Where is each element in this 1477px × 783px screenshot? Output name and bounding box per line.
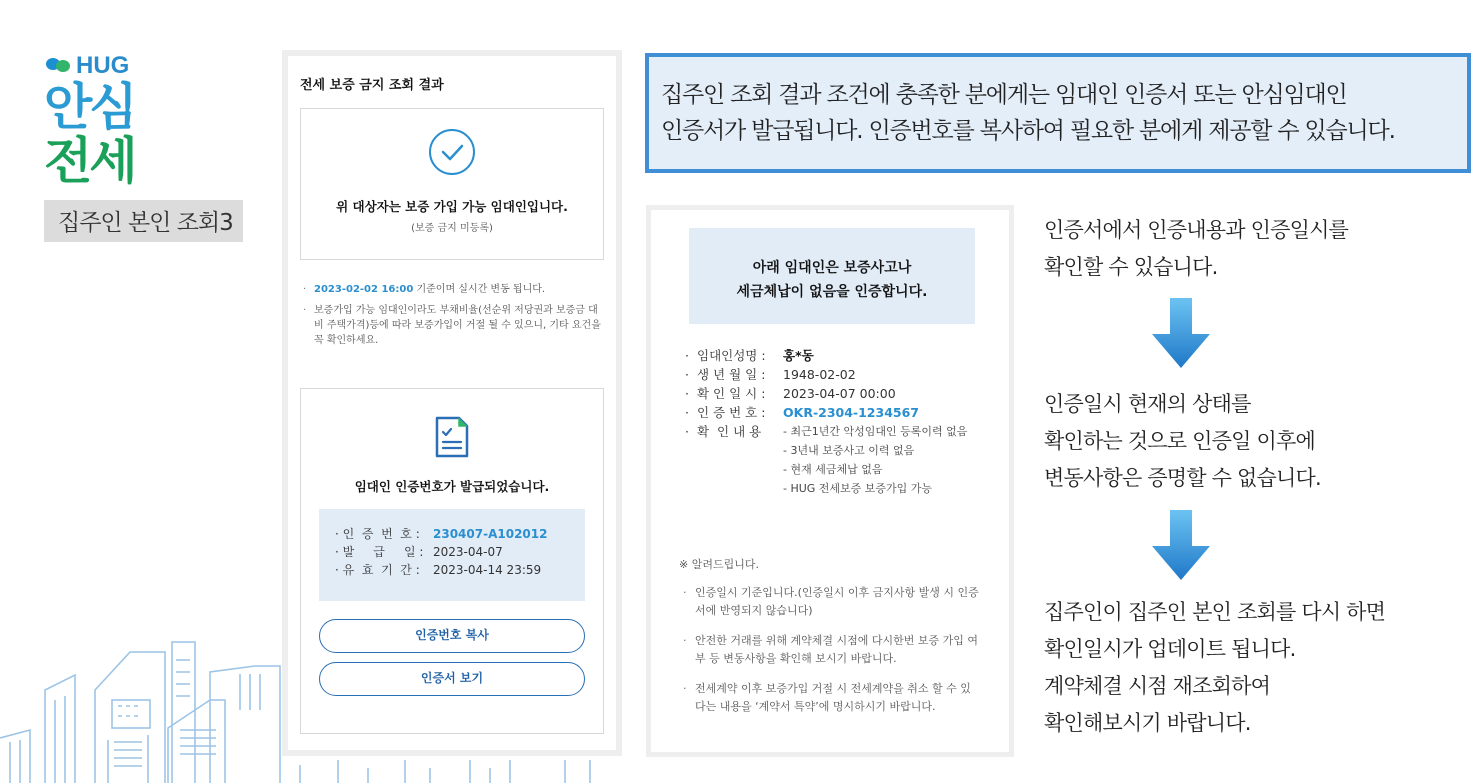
explanation-line: 계약체결 시점 재조회하여 — [1044, 674, 1271, 698]
result-notes — [300, 282, 606, 354]
birth-date-label: 생 년 월 일 : — [697, 367, 766, 382]
cert-number-value: OKR-2304-1234567 — [783, 405, 919, 420]
cert-issued-message: 임대인 인증번호가 발급되었습니다. — [354, 479, 550, 494]
explanation-line: 변동사항은 증명할 수 없습니다. — [1044, 466, 1321, 490]
cert-number-label: 인 증 번 호 : — [697, 405, 766, 420]
explanation-line: 확인일시가 업데이트 됩니다. — [1044, 637, 1296, 661]
hug-logo — [44, 42, 259, 78]
banner-line1: 아래 임대인은 보증사고나 — [752, 260, 912, 276]
banner-line2: 세금체납이 없음을 인증합니다. — [736, 284, 928, 300]
notice-item: · 전세계약 이후 보증가입 거절 시 전세계약을 취소 할 수 있다는 내용을 ‘계약서 특약’에 명시하시기 바랍니다. — [679, 680, 979, 716]
panel-title: 전세 보증 금지 조회 결과 — [300, 78, 444, 93]
landlord-name-label: 임대인성명 : — [697, 348, 766, 363]
notice-item: · 안전한 거래를 위해 계약체결 시점에 다시한번 보증 가입 여부 등 변동사항을 확인해 보시기 바랍니다. — [679, 632, 979, 668]
result-message: 위 대상자는 보증 가입 가능 임대인입니다. — [336, 199, 568, 214]
issue-date-value: 2023-04-07 — [433, 545, 503, 559]
explanation-line: 인증서에서 인증내용과 인증일시를 — [1044, 218, 1349, 242]
reference-date: 2023-02-02 16:00 — [314, 284, 414, 295]
copy-cert-number-button[interactable]: 인증번호 복사 — [319, 619, 585, 653]
cert-issued-card — [300, 388, 604, 734]
confirm-content-item: - 3년내 보증사고 이력 없음 — [783, 444, 915, 457]
valid-until-label: · 유 효 기 간 : — [335, 563, 420, 577]
cert-row — [335, 525, 585, 543]
explanation-block-1 — [1044, 212, 1348, 286]
confirm-content-item: - 현재 세금체납 없음 — [783, 463, 883, 476]
cert-row — [335, 561, 585, 579]
info-row: · 임대인성명 : 홍*동 — [685, 348, 814, 363]
issue-date-label: · 발 급 일 : — [335, 545, 424, 559]
landlord-name-value: 홍*동 — [783, 348, 814, 363]
note-item: · 보증가입 가능 임대인이라도 부채비율(선순위 저당권과 보증금 대비 주택가격)등에 따라 보증가입이 거절 될 수 있으니, 기타 요건을 꼭 확인하세요. — [300, 303, 606, 348]
document-check-icon — [433, 415, 471, 459]
page-title: 집주인 본인 조회3 — [44, 200, 243, 242]
info-row: · 확 인 일 시 : 2023-04-07 00:00 — [685, 386, 896, 401]
headline-line1: 집주인 조회 결과 조건에 충족한 분에게는 임대인 인증서 또는 안심임대인 — [661, 82, 1347, 108]
explanation-line: 집주인이 집주인 본인 조회를 다시 하면 — [1044, 600, 1386, 624]
cert-number-label: · 인 증 번 호 : — [335, 527, 420, 541]
result-submessage: (보증 금지 미등록) — [411, 223, 493, 234]
confirm-content-item: - 최근1년간 악성임대인 등록이력 없음 — [783, 425, 968, 438]
info-row: · 생 년 월 일 : 1948-02-02 — [685, 367, 856, 382]
reference-date-suffix: 기준이며 실시간 변동 됩니다. — [413, 284, 546, 295]
note-item — [300, 282, 606, 297]
explanation-block-3 — [1044, 594, 1385, 742]
confirm-content-list — [783, 422, 967, 498]
confirm-content-item: - HUG 전세보증 보증가입 가능 — [783, 482, 933, 495]
certificate-panel — [646, 205, 1014, 757]
brand-block — [44, 42, 259, 242]
hug-logo-text: HUG — [76, 52, 130, 79]
valid-until-value: 2023-04-14 23:59 — [433, 563, 542, 577]
explanation-line: 확인할 수 있습니다. — [1044, 255, 1218, 279]
certificate-info — [685, 346, 967, 498]
view-certificate-button[interactable]: 인증서 보기 — [319, 662, 585, 696]
cert-info-box — [319, 509, 585, 601]
down-arrow-icon — [1151, 510, 1211, 580]
cert-row — [335, 543, 585, 561]
headline-line2: 인증서가 발급됩니다. 인증번호를 복사하여 필요한 분에게 제공할 수 있습니다. — [661, 118, 1395, 144]
notice-list — [679, 584, 979, 728]
explanation-line: 확인해보시기 바랍니다. — [1044, 711, 1251, 735]
confirm-content-label: 확 인 내 용 — [697, 424, 762, 439]
info-row: · 인 증 번 호 : OKR-2304-1234567 — [685, 405, 919, 420]
hug-logo-icon — [44, 56, 74, 78]
cert-number-value: 230407-A102012 — [433, 527, 548, 541]
certificate-banner — [689, 228, 975, 324]
explanation-line: 인증일시 현재의 상태를 — [1044, 392, 1251, 416]
check-circle-icon — [429, 129, 475, 175]
confirm-datetime-value: 2023-04-07 00:00 — [783, 386, 896, 401]
brand-title-line1: 안심 — [44, 78, 135, 136]
info-row: · 확 인 내 용 - 최근1년간 악성임대인 등록이력 없음 - 3년내 보증사고 이력 없음 - 현재 세금체납 없음 - HUG 전세보증 보증가입 가능 — [685, 422, 967, 498]
explanation-block-2 — [1044, 386, 1321, 497]
notice-heading: ※ 알려드립니다. — [679, 558, 759, 571]
notice-item: · 인증일시 기준입니다.(인증일시 이후 금지사항 발생 시 인증서에 반영되지 않습니다) — [679, 584, 979, 620]
birth-date-value: 1948-02-02 — [783, 367, 856, 382]
confirm-datetime-label: 확 인 일 시 : — [697, 386, 766, 401]
down-arrow-icon — [1151, 298, 1211, 368]
result-card — [300, 108, 604, 260]
brand-title-line2: 전세 — [44, 132, 135, 190]
lookup-result-panel — [282, 50, 622, 756]
explanation-line: 확인하는 것으로 인증일 이후에 — [1044, 429, 1315, 453]
headline-box — [645, 53, 1471, 173]
